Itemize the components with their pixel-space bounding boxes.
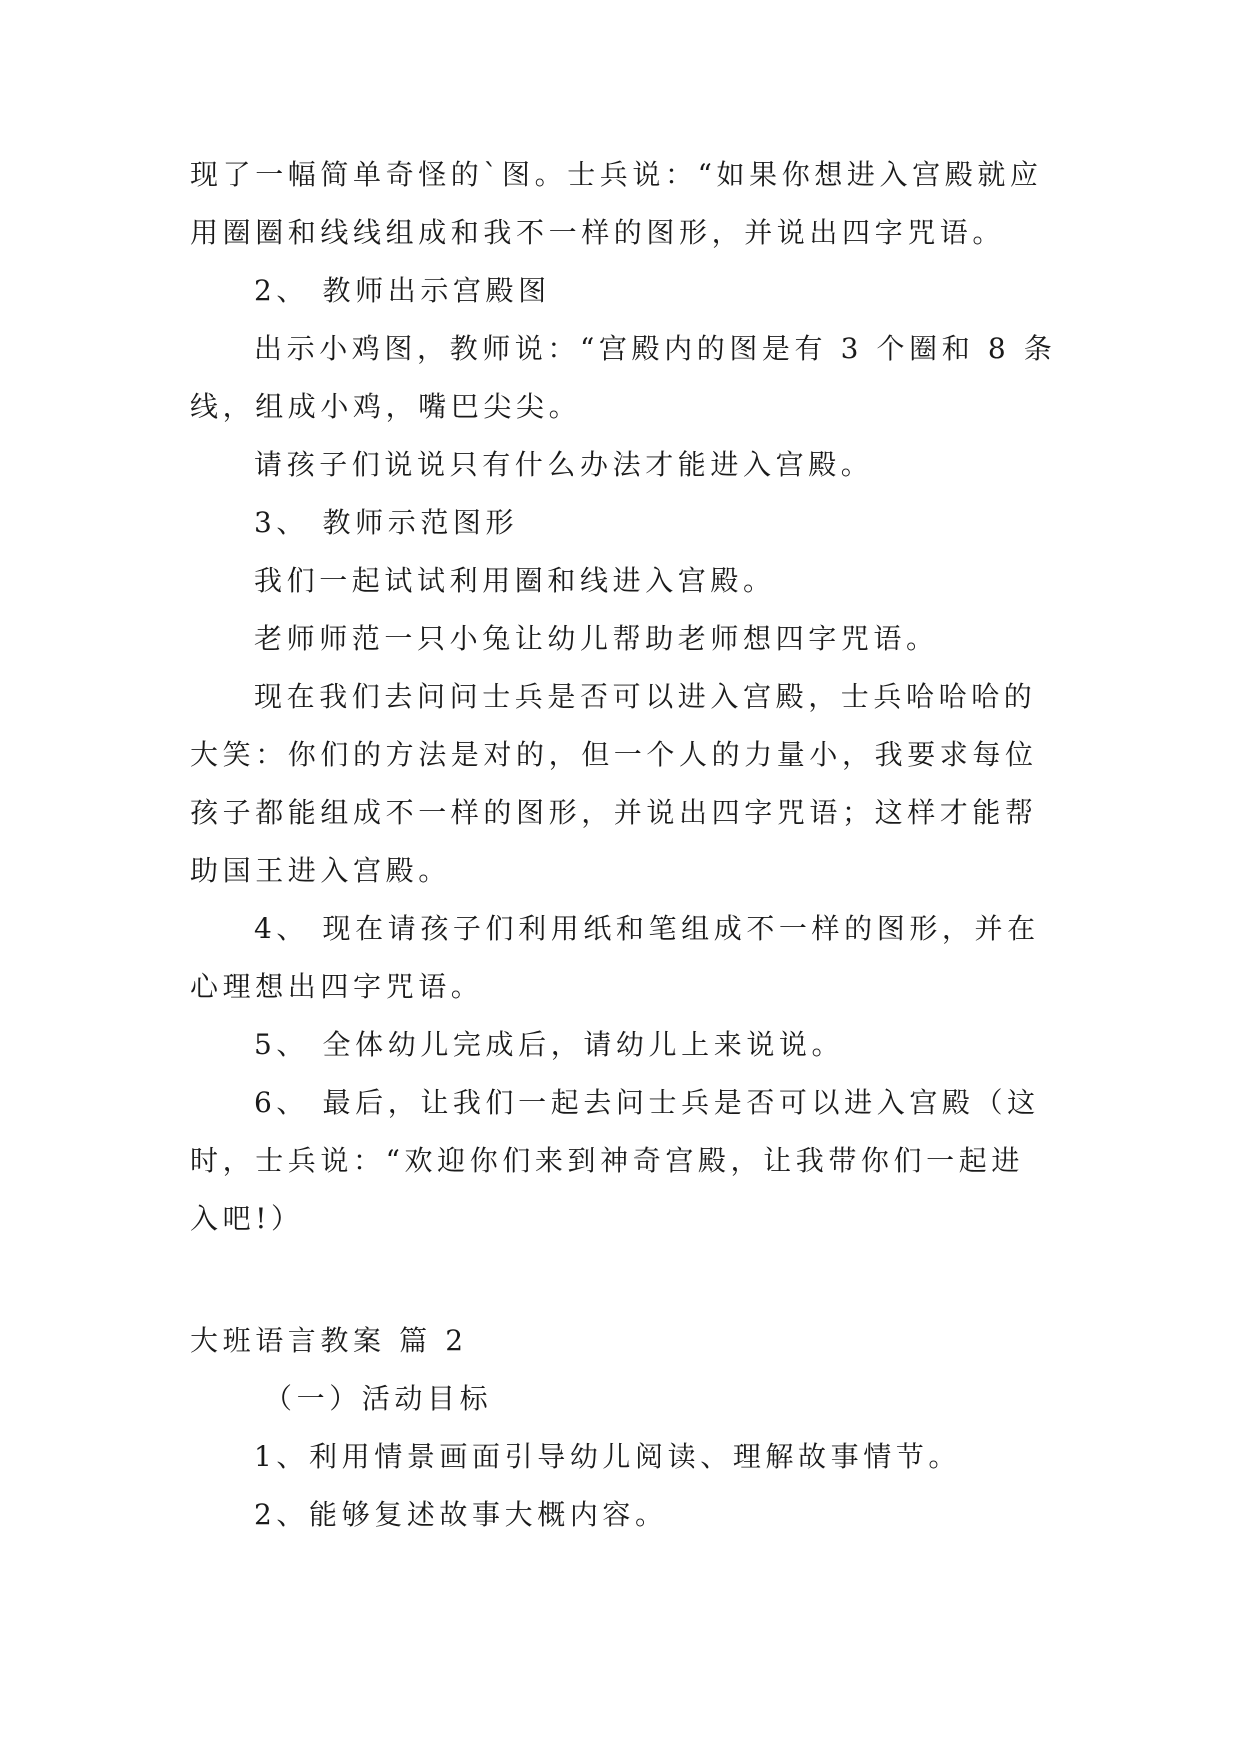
paragraph-line: 出示小鸡图，教师说：“宫殿内的图是有 3 个圈和 8 条 xyxy=(254,332,1057,365)
paragraph-line: 现在我们去问问士兵是否可以进入宫殿，士兵哈哈哈的 xyxy=(254,680,1037,713)
list-item: 2、能够复述故事大概内容。 xyxy=(254,1498,668,1531)
paragraph-line: 我们一起试试利用圈和线进入宫殿。 xyxy=(254,564,776,597)
paragraph-line: 请孩子们说说只有什么办法才能进入宫殿。 xyxy=(254,448,874,481)
paragraph-line: 时，士兵说：“欢迎你们来到神奇宫殿，让我带你们一起进 xyxy=(190,1144,1024,1177)
paragraph-line: 入吧!） xyxy=(190,1202,304,1235)
paragraph-line: 用圈圈和线线组成和我不一样的图形，并说出四字咒语。 xyxy=(190,216,1006,249)
step-heading: 3、 教师示范图形 xyxy=(254,506,519,539)
list-item: 1、利用情景画面引导幼儿阅读、理解故事情节。 xyxy=(254,1440,962,1473)
step-heading: 5、 全体幼儿完成后，请幼儿上来说说。 xyxy=(254,1028,845,1061)
paragraph-line: 助国王进入宫殿。 xyxy=(190,854,451,887)
subsection-heading: （一）活动目标 xyxy=(264,1382,493,1415)
paragraph-line: 线，组成小鸡，嘴巴尖尖。 xyxy=(190,390,582,423)
paragraph-line: 现了一幅简单奇怪的`图。士兵说：“如果你想进入宫殿就应 xyxy=(190,158,1043,191)
paragraph-line: 老师师范一只小兔让幼儿帮助老师想四字咒语。 xyxy=(254,622,939,655)
paragraph-line: 心理想出四字咒语。 xyxy=(190,970,484,1003)
paragraph-line: 孩子都能组成不一样的图形，并说出四字咒语；这样才能帮 xyxy=(190,796,1038,829)
step-heading: 4、 现在请孩子们利用纸和笔组成不一样的图形，并在 xyxy=(254,912,1040,945)
step-heading: 6、 最后，让我们一起去问士兵是否可以进入宫殿（这 xyxy=(254,1086,1040,1119)
step-heading: 2、 教师出示宫殿图 xyxy=(254,274,551,307)
section-title: 大班语言教案 篇 2 xyxy=(190,1324,468,1357)
paragraph-line: 大笑：你们的方法是对的，但一个人的力量小，我要求每位 xyxy=(190,738,1038,771)
